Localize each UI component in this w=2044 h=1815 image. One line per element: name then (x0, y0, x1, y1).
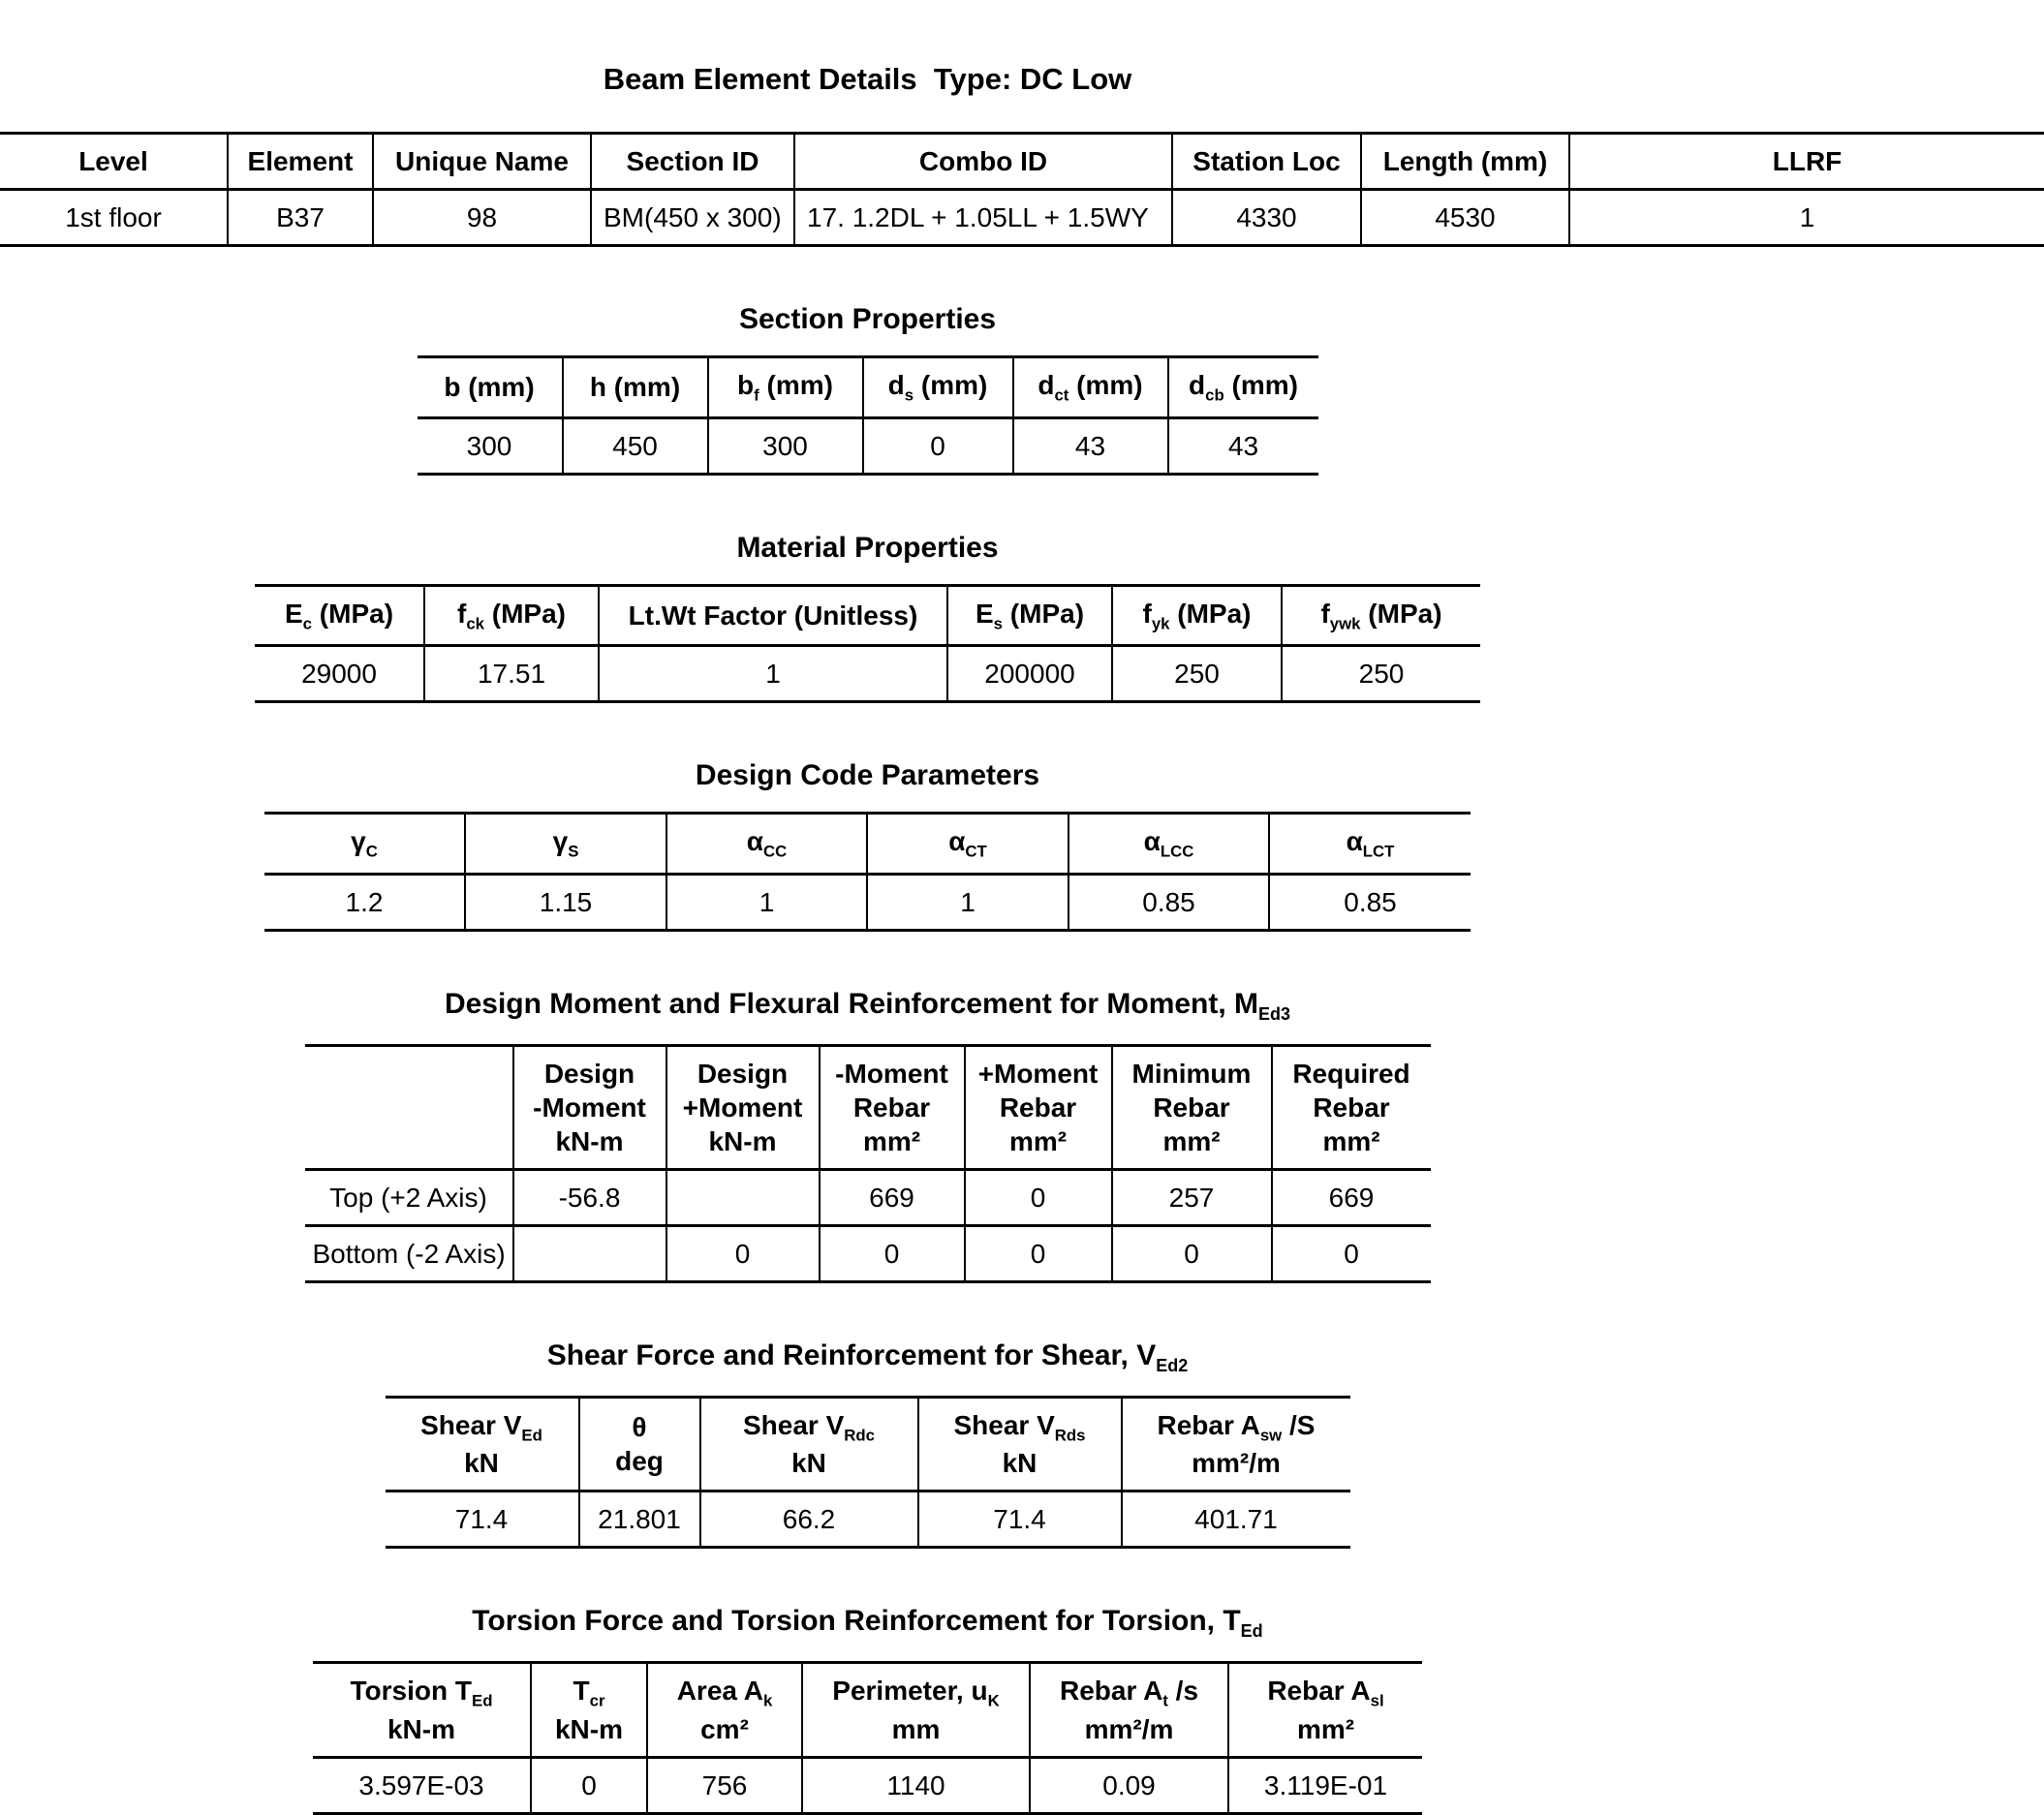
value-cell-section-id: BM(450 x 300) (591, 190, 794, 246)
column-header: Rebar $A_t$ /s mm²/m (1030, 1663, 1228, 1758)
value-cell: 250 (1112, 646, 1282, 702)
column-header: $d_{ct}$ (mm) (1013, 357, 1168, 418)
value-cell: 1 (666, 874, 867, 930)
column-header: Lt.Wt Factor (Unitless) (599, 585, 947, 646)
value-cell: 71.4 (918, 1492, 1122, 1548)
column-header: +Moment Rebar mm² (965, 1045, 1112, 1169)
material-properties-heading: Material Properties (736, 531, 999, 564)
element-info-table (0, 132, 2044, 247)
column-header: $f_{ck}$ (MPa) (424, 585, 599, 646)
value-cell-station-loc: 4330 (1172, 190, 1361, 246)
value-cell: -56.8 (513, 1169, 666, 1225)
moment-reinforcement-table (305, 1044, 1431, 1283)
section-properties-heading: Section Properties (738, 303, 997, 335)
column-header-level: Level (78, 146, 148, 176)
column-header: Perimeter, $u_K$ mm (802, 1663, 1030, 1758)
value-cell: 300 (708, 417, 863, 474)
value-cell: 0 (666, 1225, 820, 1281)
section-properties-value-row (418, 417, 1318, 474)
column-header: $f_{ywk}$ (MPa) (1282, 585, 1480, 646)
column-header: $\alpha_{CT}$ (867, 814, 1068, 875)
column-header: Minimum Rebar mm² (1112, 1045, 1272, 1169)
column-header-element: Element (228, 134, 373, 190)
value-cell: 0 (820, 1225, 965, 1281)
column-header-length: Length (mm) (1361, 134, 1569, 190)
value-cell-combo-id: 17. 1.2DL + 1.05LL + 1.5WY (794, 190, 1172, 246)
column-header-station-loc: Station Loc (1172, 134, 1361, 190)
value-cell: 0.09 (1030, 1757, 1228, 1813)
column-header: -Moment Rebar mm² (820, 1045, 965, 1169)
value-cell: 66.2 (700, 1492, 918, 1548)
column-header: $b_f$ (mm) (708, 357, 863, 418)
column-header: Shear $V_{Rds}$ kN (918, 1397, 1122, 1492)
value-cell: 200000 (947, 646, 1112, 702)
moment-row-bottom (305, 1225, 1431, 1281)
value-cell: 401.71 (1122, 1492, 1350, 1548)
column-header: Design +Moment kN-m (666, 1045, 820, 1169)
value-cell: 43 (1168, 417, 1318, 474)
value-cell: 0 (1272, 1225, 1431, 1281)
column-header: Rebar $A_{sw}$ /S mm²/m (1122, 1397, 1350, 1492)
value-cell: 3.119E-01 (1228, 1757, 1422, 1813)
value-cell: 0.85 (1269, 874, 1471, 930)
design-code-parameters-table (264, 812, 1471, 932)
column-header: $\alpha_{CC}$ (666, 814, 867, 875)
element-header-row (0, 134, 2044, 190)
column-header-section-id: Section ID (591, 134, 794, 190)
column-header: Design -Moment kN-m (513, 1045, 666, 1169)
column-header-blank (305, 1045, 513, 1169)
moment-reinforcement-heading: Design Moment and Flexural Reinforcement for Moment, $M_{Ed3}$ (444, 987, 1291, 1024)
column-header: $d_{cb}$ (mm) (1168, 357, 1318, 418)
section-properties-table (418, 355, 1318, 476)
torsion-reinforcement-heading: Torsion Force and Torsion Reinforcement for Torsion, $T_{Ed}$ (472, 1605, 1263, 1642)
column-header: Shear $V_{Rdc}$ kN (700, 1397, 918, 1492)
value-cell: 669 (820, 1169, 965, 1225)
value-cell: 1140 (802, 1757, 1030, 1813)
row-label: Bottom (-2 Axis) (312, 1238, 506, 1269)
value-cell: 0 (863, 417, 1013, 474)
column-header: Required Rebar mm² (1272, 1045, 1431, 1169)
value-cell: 0 (1112, 1225, 1272, 1281)
value-cell: 0 (965, 1225, 1112, 1281)
material-properties-value-row (255, 646, 1480, 702)
value-cell: 1 (599, 646, 947, 702)
value-cell (513, 1225, 666, 1281)
column-header: $E_s$ (MPa) (947, 585, 1112, 646)
column-header: $E_c$ (MPa) (284, 598, 394, 633)
column-header: $\gamma_S$ (465, 814, 666, 875)
column-header-unique-name: Unique Name (373, 134, 591, 190)
column-header: Area $A_k$ cm² (647, 1663, 802, 1758)
design-code-value-row (264, 874, 1471, 930)
column-header: Shear $V_{Ed}$ kN (420, 1409, 542, 1479)
value-cell-length: 4530 (1361, 190, 1569, 246)
column-header-llrf: LLRF (1569, 134, 2044, 190)
material-properties-header-row (255, 585, 1480, 646)
column-header: $d_s$ (mm) (863, 357, 1013, 418)
value-cell: 756 (647, 1757, 802, 1813)
value-cell: 3.597E-03 (358, 1769, 484, 1800)
shear-reinforcement-table (386, 1396, 1350, 1550)
value-cell (666, 1169, 820, 1225)
column-header: Rebar $A_{sl}$ mm² (1228, 1663, 1422, 1758)
column-header: b (mm) (444, 372, 535, 403)
column-header: $\alpha_{LCT}$ (1269, 814, 1471, 875)
value-cell: 257 (1112, 1169, 1272, 1225)
page-title: Beam Element Details Type: DC Low (603, 62, 1132, 96)
value-cell-element: B37 (228, 190, 373, 246)
value-cell: 1 (867, 874, 1068, 930)
value-cell: 43 (1013, 417, 1168, 474)
column-header: Torsion $T_{Ed}$ kN-m (350, 1676, 493, 1744)
shear-header-row (386, 1397, 1350, 1492)
value-cell: 17.51 (424, 646, 599, 702)
row-label: Top (+2 Axis) (329, 1182, 487, 1213)
value-cell-llrf: 1 (1569, 190, 2044, 246)
value-cell: 71.4 (454, 1504, 509, 1535)
value-cell: 21.801 (579, 1492, 700, 1548)
design-code-header-row (264, 814, 1471, 875)
design-code-parameters-heading: Design Code Parameters (695, 759, 1040, 792)
element-data-row (0, 190, 2044, 246)
torsion-reinforcement-table (313, 1661, 1422, 1815)
value-cell: 0 (531, 1757, 647, 1813)
value-cell: 29000 (301, 659, 377, 690)
column-header: $f_{yk}$ (MPa) (1112, 585, 1282, 646)
column-header: h (mm) (563, 357, 708, 418)
shear-value-row (386, 1492, 1350, 1548)
column-header: $\alpha_{LCC}$ (1068, 814, 1269, 875)
column-header-combo-id: Combo ID (794, 134, 1172, 190)
column-header: θ deg (579, 1397, 700, 1492)
moment-row-top (305, 1169, 1431, 1225)
value-cell-level: 1st floor (65, 202, 162, 232)
shear-reinforcement-heading: Shear Force and Reinforcement for Shear, $V_{Ed2}$ (546, 1338, 1189, 1375)
value-cell: 450 (563, 417, 708, 474)
material-properties-table (255, 584, 1480, 704)
moment-header-row (305, 1045, 1431, 1169)
value-cell-unique-name: 98 (373, 190, 591, 246)
value-cell: 669 (1272, 1169, 1431, 1225)
value-cell: 250 (1282, 646, 1480, 702)
torsion-header-row (313, 1663, 1422, 1758)
column-header: $\gamma_C$ (351, 826, 378, 861)
value-cell: 0 (965, 1169, 1112, 1225)
value-cell: 1.15 (465, 874, 666, 930)
column-header: $T_{cr}$ kN-m (531, 1663, 647, 1758)
value-cell: 1.2 (345, 886, 384, 917)
value-cell: 0.85 (1068, 874, 1269, 930)
section-properties-header-row (418, 357, 1318, 418)
value-cell: 300 (466, 430, 512, 461)
torsion-value-row (313, 1757, 1422, 1813)
